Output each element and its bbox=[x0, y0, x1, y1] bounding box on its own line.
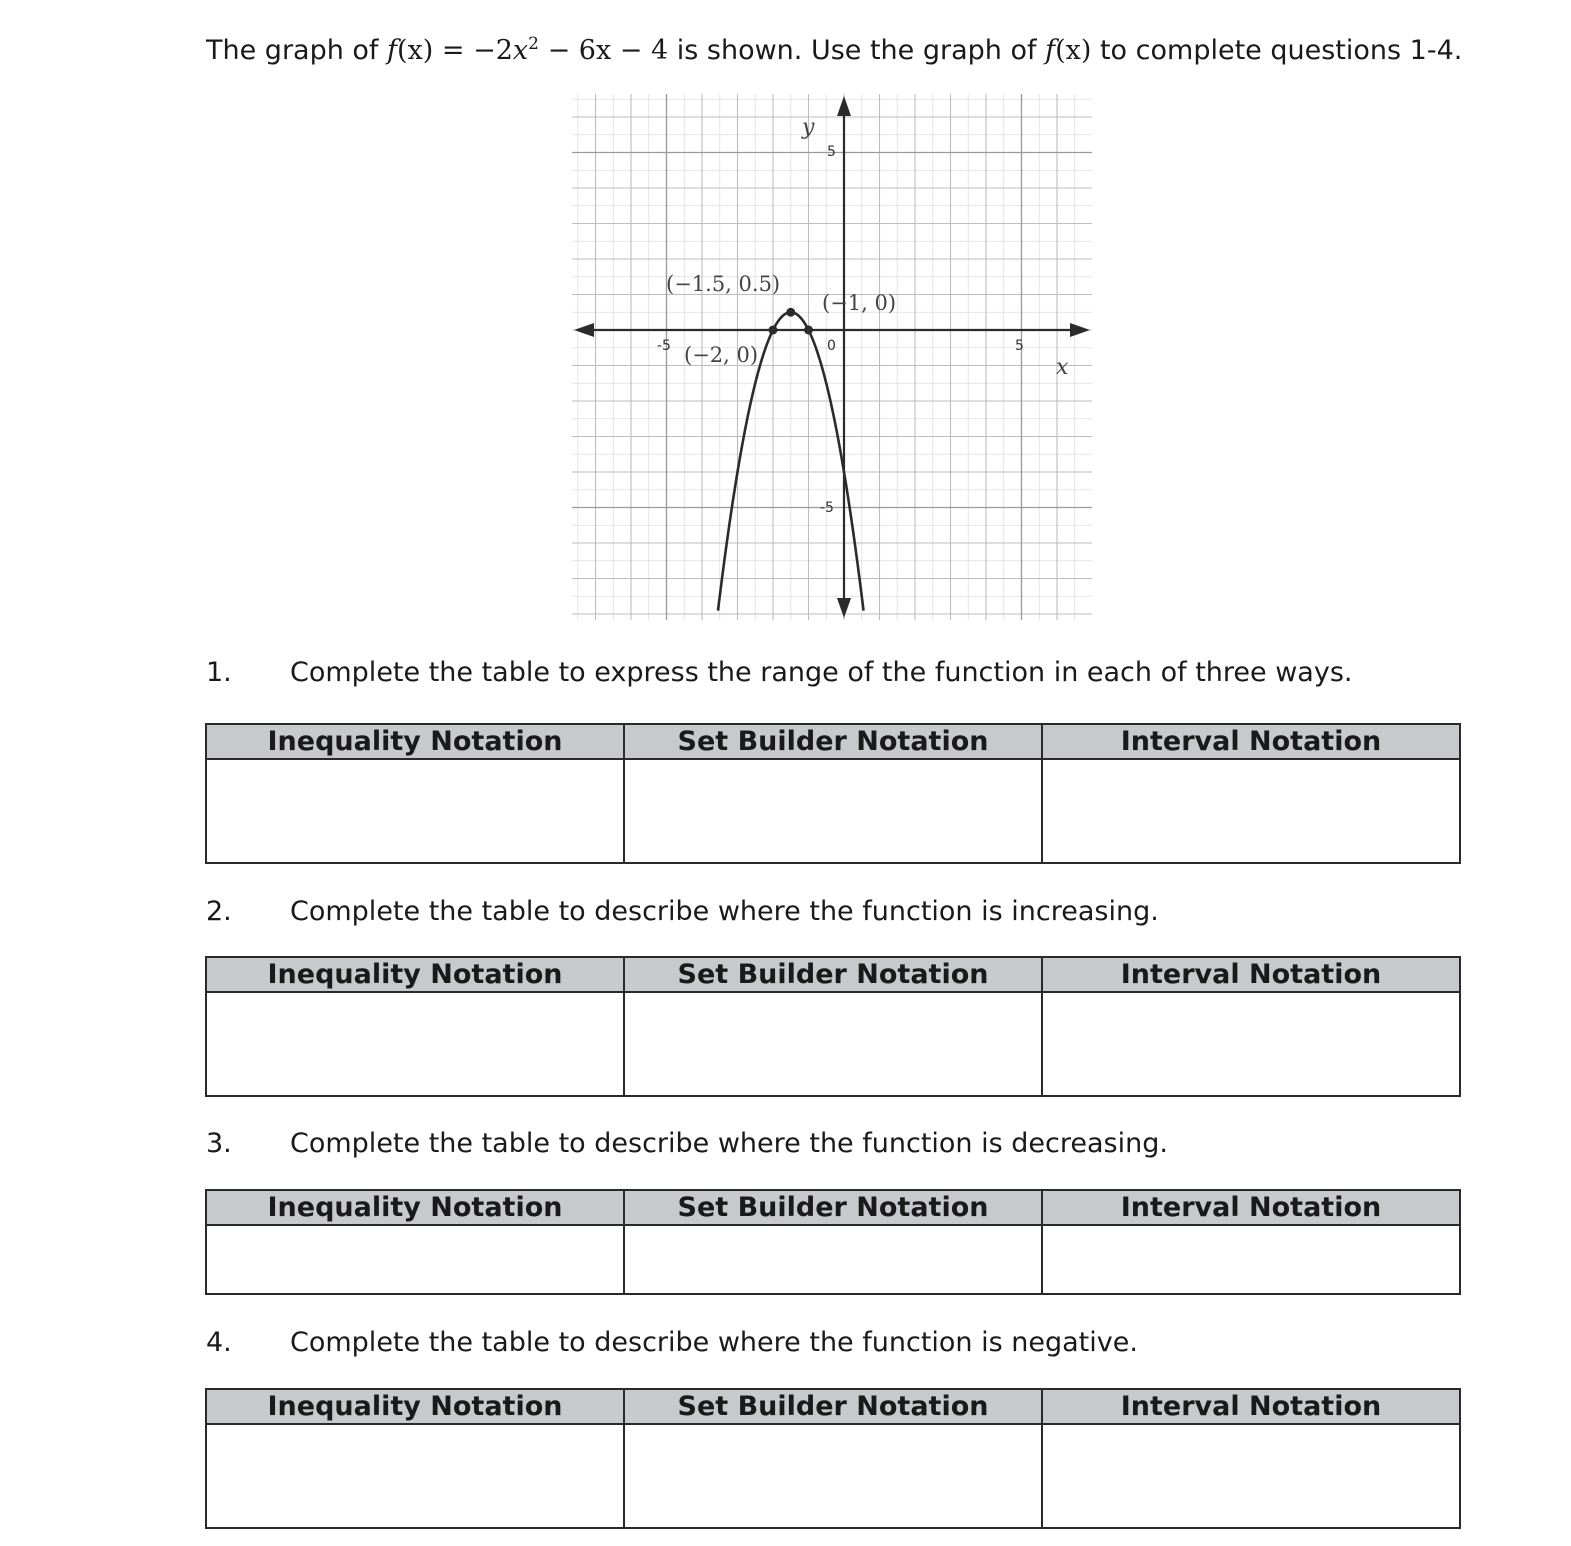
increasing-table-answer-row bbox=[206, 992, 1460, 1096]
grid-minor-lines bbox=[572, 94, 1092, 620]
decreasing-table bbox=[205, 1189, 1461, 1295]
equation-rest: − 6x − 4 bbox=[538, 35, 669, 66]
range-answer-inequality[interactable] bbox=[206, 759, 624, 863]
range-table-answer-row bbox=[206, 759, 1460, 863]
negative-table-answer-row bbox=[206, 1424, 1460, 1528]
equation-exponent: 2 bbox=[528, 34, 539, 54]
x-axis-left-arrow-icon bbox=[574, 323, 594, 337]
question-3 bbox=[206, 1127, 1168, 1161]
increasing-answer-interval[interactable] bbox=[1042, 992, 1460, 1096]
negative-header-set-builder: Set Builder Notation bbox=[624, 1389, 1042, 1424]
increasing-header-interval: Interval Notation bbox=[1042, 957, 1460, 992]
tick-x-pos5: 5 bbox=[1015, 338, 1024, 354]
problem-intro bbox=[206, 26, 1476, 69]
question-2-number: 2. bbox=[206, 896, 232, 927]
point-label-root-left: (−2, 0) bbox=[684, 343, 759, 367]
function-argument: (x) bbox=[397, 35, 434, 66]
decreasing-answer-interval[interactable] bbox=[1042, 1225, 1460, 1294]
range-table bbox=[205, 723, 1461, 864]
grid-major-lines bbox=[572, 94, 1092, 620]
question-4 bbox=[206, 1326, 1138, 1360]
decreasing-header-set-builder: Set Builder Notation bbox=[624, 1190, 1042, 1225]
tick-y-neg5: -5 bbox=[820, 500, 834, 516]
y-axis bbox=[837, 96, 851, 618]
range-header-inequality: Inequality Notation bbox=[206, 724, 624, 759]
range-table-header-row bbox=[206, 724, 1460, 759]
increasing-header-inequality: Inequality Notation bbox=[206, 957, 624, 992]
decreasing-header-interval: Interval Notation bbox=[1042, 1190, 1460, 1225]
point-label-root-right: (−1, 0) bbox=[822, 291, 897, 315]
function-argument-2: (x) bbox=[1055, 35, 1092, 66]
question-2-text: Complete the table to describe where the function is increasing. bbox=[290, 896, 1159, 927]
x-axis-right-arrow-icon bbox=[1070, 323, 1090, 337]
decreasing-table-answer-row bbox=[206, 1225, 1460, 1294]
graph-point-1 bbox=[804, 326, 813, 335]
decreasing-answer-inequality[interactable] bbox=[206, 1225, 624, 1294]
intro-text-2: is shown. Use the graph of bbox=[668, 35, 1046, 66]
range-header-interval: Interval Notation bbox=[1042, 724, 1460, 759]
question-3-number: 3. bbox=[206, 1128, 232, 1159]
y-axis-label: y bbox=[802, 115, 815, 140]
tick-y-pos5: 5 bbox=[827, 144, 836, 160]
decreasing-header-inequality: Inequality Notation bbox=[206, 1190, 624, 1225]
equation-variable: x bbox=[512, 35, 529, 66]
range-answer-interval[interactable] bbox=[1042, 759, 1460, 863]
decreasing-table-header-row bbox=[206, 1190, 1460, 1225]
intro-text: The graph of bbox=[206, 35, 388, 66]
tick-origin: 0 bbox=[827, 338, 836, 354]
intro-text-3: to complete questions 1-4. bbox=[1091, 35, 1463, 66]
question-4-text: Complete the table to describe where the function is negative. bbox=[290, 1327, 1138, 1358]
y-axis-down-arrow-icon bbox=[837, 598, 851, 618]
decreasing-answer-set-builder[interactable] bbox=[624, 1225, 1042, 1294]
x-axis bbox=[574, 323, 1090, 337]
tick-x-neg5: -5 bbox=[657, 338, 671, 354]
negative-answer-interval[interactable] bbox=[1042, 1424, 1460, 1528]
function-name-2: f bbox=[1045, 35, 1056, 66]
range-header-set-builder: Set Builder Notation bbox=[624, 724, 1042, 759]
negative-answer-inequality[interactable] bbox=[206, 1424, 624, 1528]
negative-answer-set-builder[interactable] bbox=[624, 1424, 1042, 1528]
negative-table-header-row bbox=[206, 1389, 1460, 1424]
equation-lead: = −2 bbox=[433, 35, 513, 66]
negative-header-interval: Interval Notation bbox=[1042, 1389, 1460, 1424]
question-1 bbox=[206, 656, 1352, 690]
function-name: f bbox=[387, 35, 398, 66]
question-1-number: 1. bbox=[206, 657, 232, 688]
increasing-answer-inequality[interactable] bbox=[206, 992, 624, 1096]
question-2 bbox=[206, 895, 1159, 929]
negative-header-inequality: Inequality Notation bbox=[206, 1389, 624, 1424]
point-label-vertex: (−1.5, 0.5) bbox=[666, 272, 781, 296]
graph-point-2 bbox=[769, 326, 778, 335]
graph-point-0 bbox=[786, 308, 795, 317]
question-3-text: Complete the table to describe where the function is decreasing. bbox=[290, 1128, 1168, 1159]
x-axis-label: x bbox=[1056, 355, 1069, 380]
increasing-table bbox=[205, 956, 1461, 1097]
increasing-answer-set-builder[interactable] bbox=[624, 992, 1042, 1096]
increasing-header-set-builder: Set Builder Notation bbox=[624, 957, 1042, 992]
negative-table bbox=[205, 1388, 1461, 1529]
range-answer-set-builder[interactable] bbox=[624, 759, 1042, 863]
question-4-number: 4. bbox=[206, 1327, 232, 1358]
question-1-text: Complete the table to express the range of the function in each of three ways. bbox=[290, 657, 1353, 688]
parabola-graph bbox=[572, 94, 1092, 620]
increasing-table-header-row bbox=[206, 957, 1460, 992]
